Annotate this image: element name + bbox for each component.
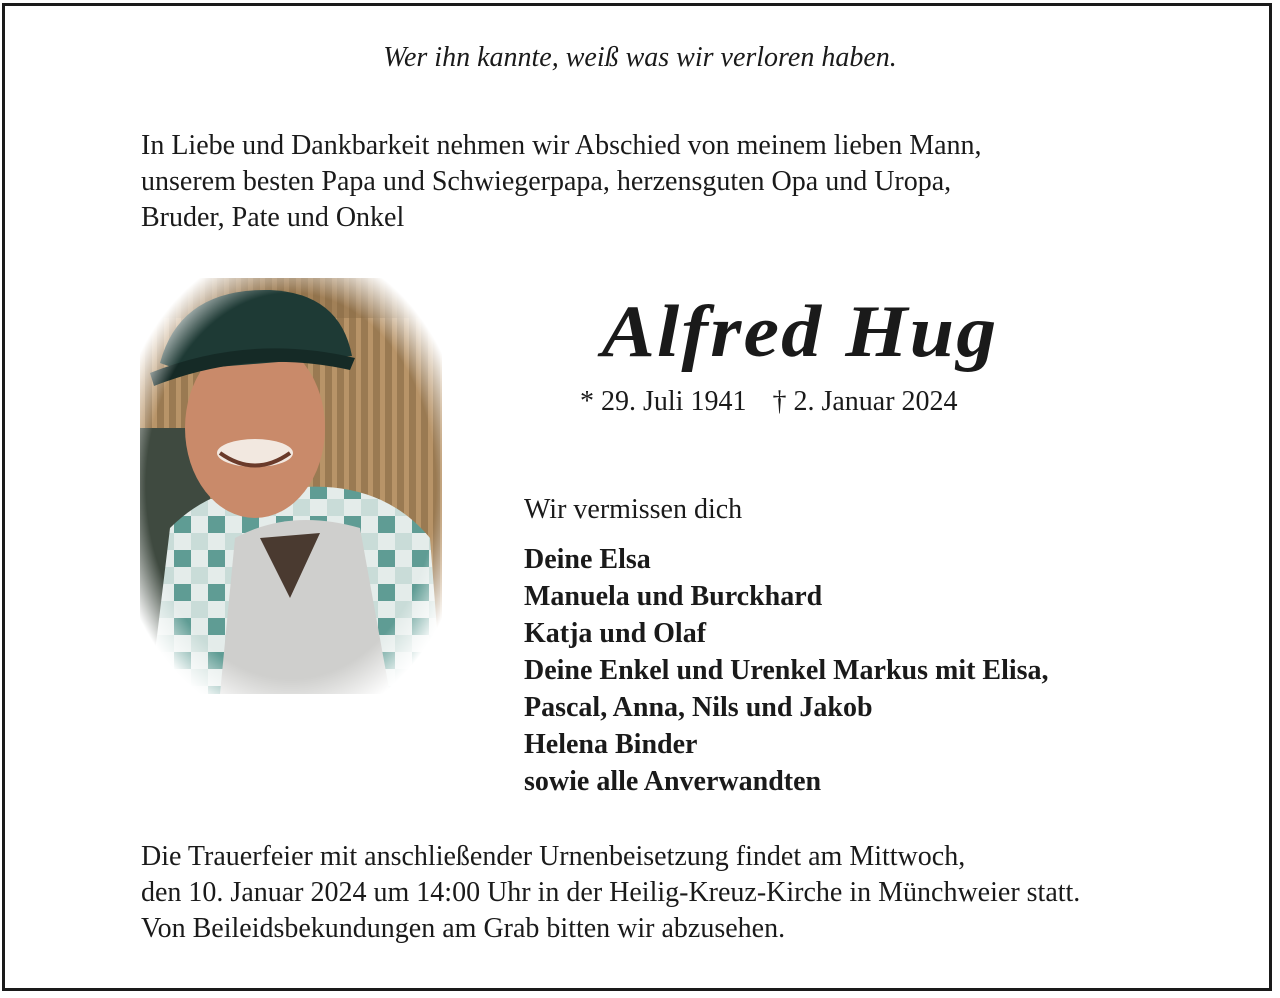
birth-date: * 29. Juli 1941	[580, 386, 747, 417]
intro-line: In Liebe und Dankbarkeit nehmen wir Abschied von meinem lieben Mann,	[141, 130, 982, 161]
mourner-line: Manuela und Burckhard	[524, 581, 823, 612]
life-dates	[580, 384, 958, 420]
intro-line: Bruder, Pate und Onkel	[141, 202, 405, 233]
mourner-line: Deine Elsa	[524, 544, 651, 575]
intro-line: unserem besten Papa und Schwiegerpapa, herzensguten Opa und Uropa,	[141, 166, 952, 197]
mourner-line: Deine Enkel und Urenkel Markus mit Elisa,	[524, 655, 1049, 686]
mourner-line: Pascal, Anna, Nils und Jakob	[524, 692, 873, 723]
mourner-line: Katja und Olaf	[524, 618, 707, 649]
service-line: Die Trauerfeier mit anschließender Urnenbeisetzung findet am Mittwoch,	[141, 841, 966, 872]
mourner-line: sowie alle Anverwandten	[524, 766, 822, 797]
intro-paragraph	[141, 128, 1191, 236]
motto-quote: Wer ihn kannte, weiß was wir verloren haben.	[383, 42, 897, 73]
mourners-list	[524, 541, 1049, 800]
service-line: Von Beileidsbekundungen am Grab bitten wir abzusehen.	[141, 913, 786, 944]
funeral-service-info	[141, 839, 1251, 947]
service-line: den 10. Januar 2024 um 14:00 Uhr in der Heilig-Kreuz-Kirche in Münchweier statt.	[141, 877, 1081, 908]
miss-text: Wir vermissen dich	[524, 494, 743, 525]
portrait-photo	[140, 278, 442, 694]
deceased-name: Alfred Hug	[601, 291, 999, 373]
mourner-line: Helena Binder	[524, 729, 698, 760]
death-date: † 2. Januar 2024	[772, 386, 958, 417]
